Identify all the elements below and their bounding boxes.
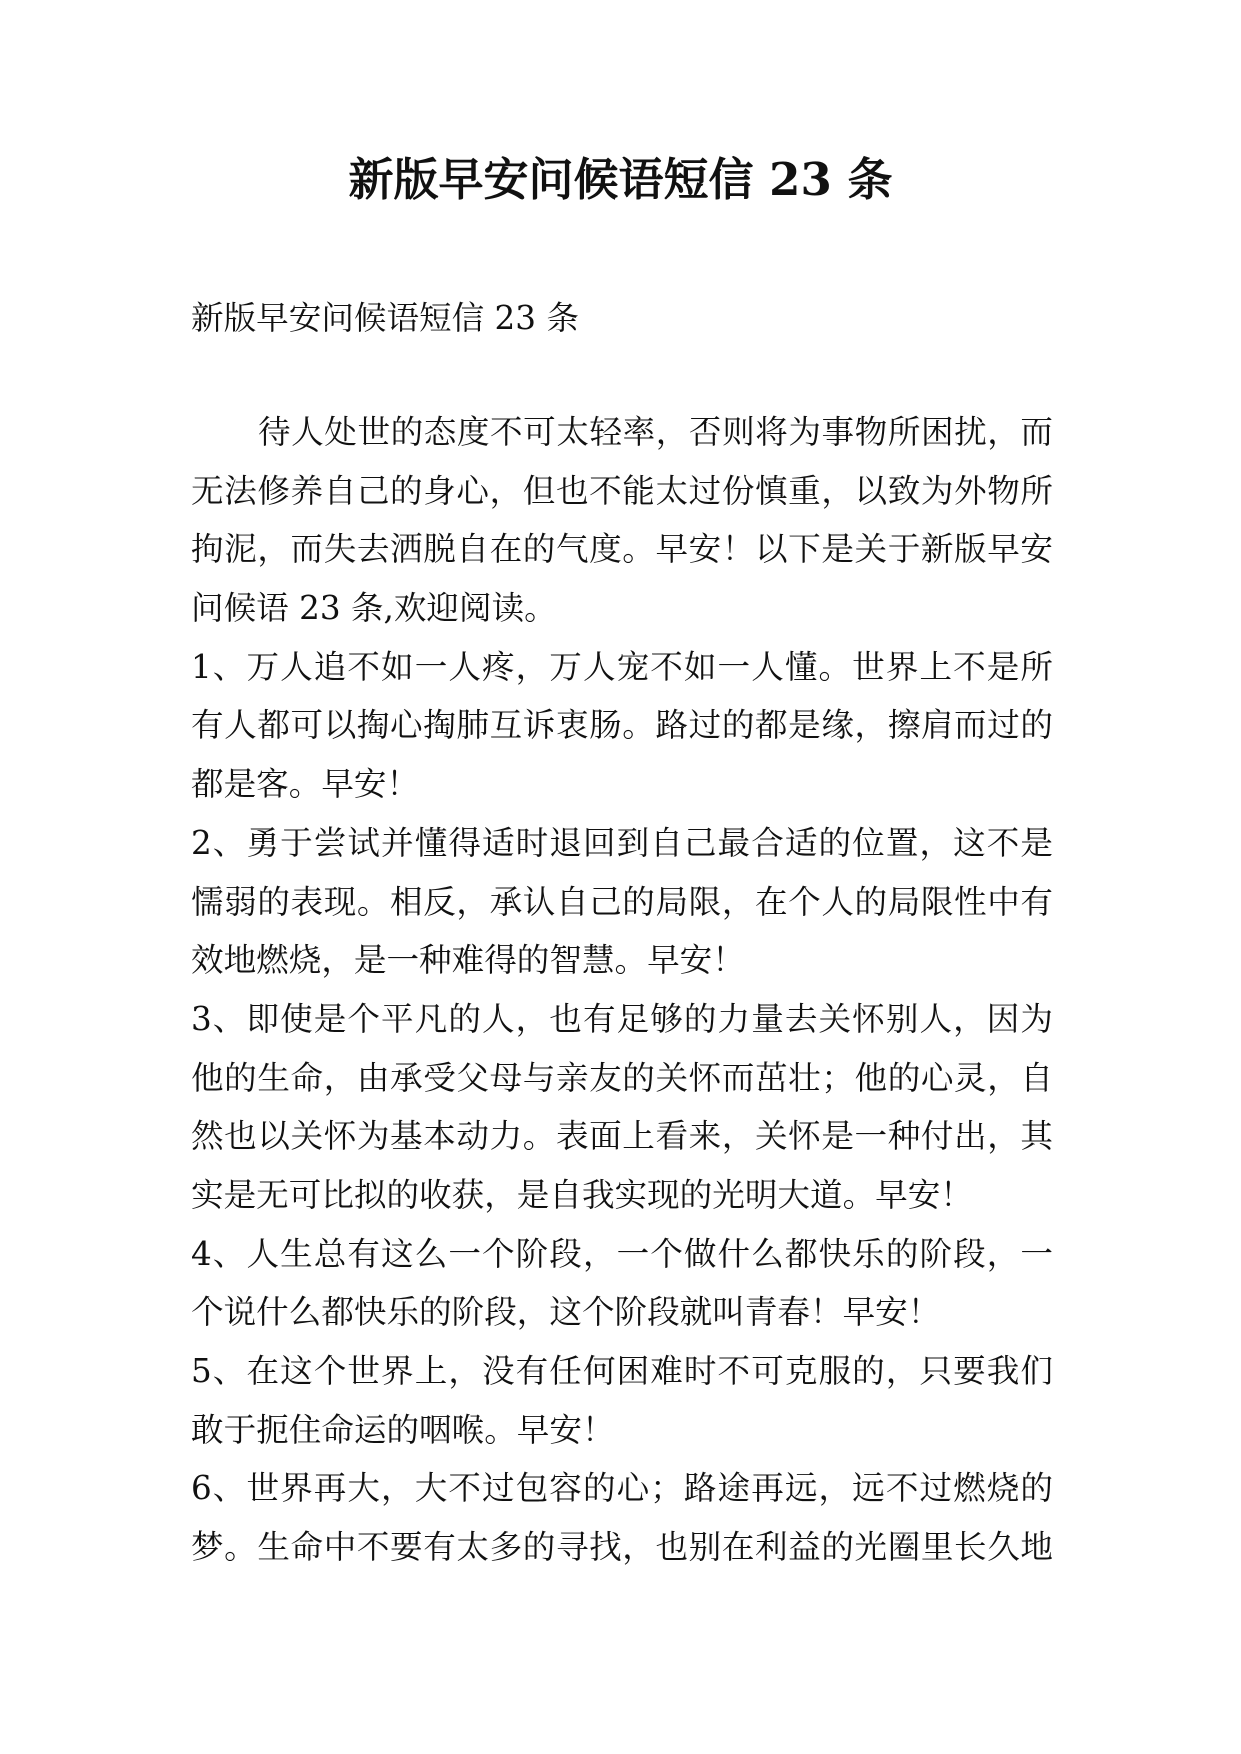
paragraph-line: 4、人生总有这么一个阶段，一个做什么都快乐的阶段，一 [191, 1234, 1053, 1273]
paragraph-line: 他的生命，由承受父母与亲友的关怀而茁壮；他的心灵，自 [191, 1058, 1053, 1097]
greeting-item-5 [191, 1342, 1053, 1459]
paragraph-line: 5、在这个世界上，没有任何困难时不可克服的，只要我们 [191, 1352, 1053, 1390]
paragraph-line: 有人都可以掏心掏肺互诉衷肠。路过的都是缘，擦肩而过的 [191, 706, 1053, 745]
paragraph-line: 效地燃烧，是一种难得的智慧。早安！ [191, 941, 745, 980]
paragraph-line: 个说什么都快乐的阶段，这个阶段就叫青春！早安！ [191, 1293, 941, 1332]
paragraph-line: 1、万人追不如一人疼，万人宠不如一人懂。世界上不是所 [191, 647, 1053, 686]
paragraph-line: 实是无可比拟的收获，是自我实现的光明大道。早安！ [191, 1175, 973, 1214]
greeting-item-4 [191, 1225, 1053, 1342]
paragraph-line: 3、即使是个平凡的人，也有足够的力量去关怀别人，因为 [191, 999, 1053, 1038]
paragraph-line: 无法修养自己的身心，但也不能太过份慎重，以致为外物所 [191, 471, 1053, 510]
greeting-item-3 [191, 990, 1053, 1225]
greeting-item-6 [191, 1459, 1053, 1576]
paragraph-line: 然也以关怀为基本动力。表面上看来，关怀是一种付出，其 [191, 1117, 1053, 1156]
document-body [191, 403, 1053, 1577]
paragraph-line: 2、勇于尝试并懂得适时退回到自己最合适的位置，这不是 [191, 823, 1053, 862]
greeting-item-1 [191, 638, 1053, 814]
intro-paragraph [191, 403, 1053, 638]
paragraph-line: 敢于扼住命运的咽喉。早安！ [191, 1410, 615, 1449]
paragraph-line: 梦。生命中不要有太多的寻找，也别在利益的光圈里长久地 [191, 1528, 1053, 1567]
paragraph-line: 待人处世的态度不可太轻率，否则将为事物所困扰，而 [258, 413, 1053, 451]
paragraph-line: 拘泥，而失去洒脱自在的气度。早安！以下是关于新版早安 [191, 530, 1053, 569]
document-subtitle: 新版早安问候语短信 23 条 [191, 299, 579, 337]
document-title: 新版早安问候语短信 23 条 [348, 153, 893, 206]
paragraph-line: 问候语 23 条,欢迎阅读。 [191, 589, 557, 628]
greeting-item-2 [191, 814, 1053, 990]
paragraph-line: 都是客。早安！ [191, 765, 420, 804]
paragraph-line: 6、世界再大，大不过包容的心；路途再远，远不过燃烧的 [191, 1469, 1053, 1508]
paragraph-line: 懦弱的表现。相反，承认自己的局限，在个人的局限性中有 [191, 882, 1053, 921]
